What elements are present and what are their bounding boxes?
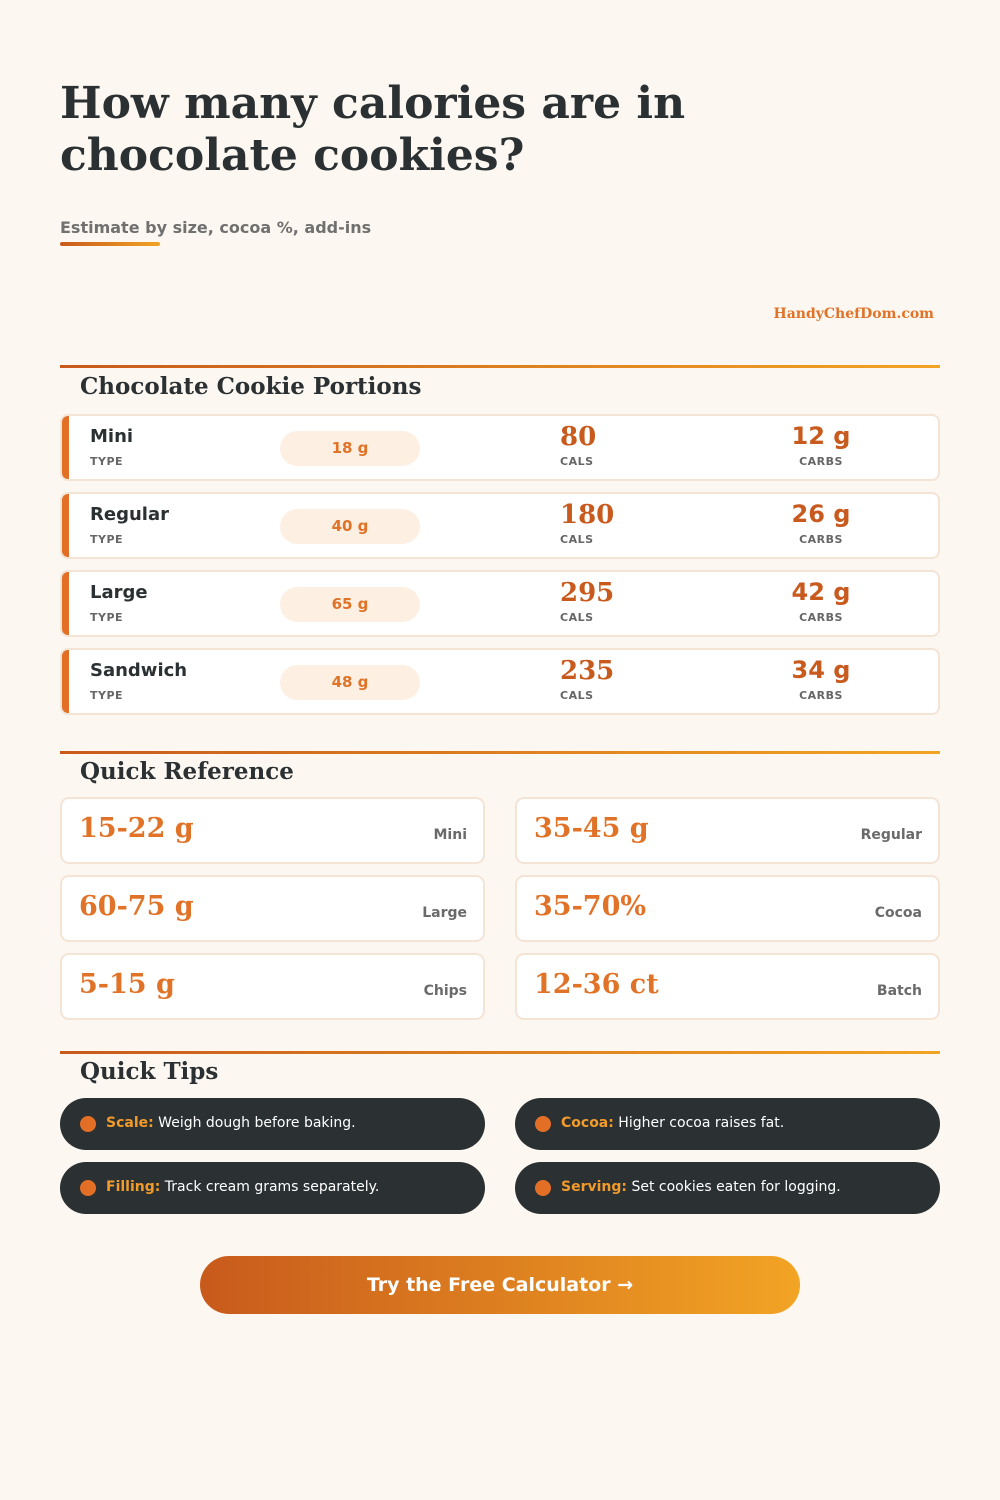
tips-divider bbox=[60, 1051, 940, 1054]
carbs-tag: CARBS bbox=[799, 455, 843, 468]
portion-row-large bbox=[60, 570, 940, 637]
portion-row-mini bbox=[60, 414, 940, 481]
type-tag: TYPE bbox=[90, 455, 124, 468]
reference-card-mini bbox=[60, 797, 485, 864]
type-tag: TYPE bbox=[90, 611, 124, 624]
page-subtitle: Estimate by size, cocoa %, add-ins bbox=[60, 218, 372, 237]
tip-text bbox=[561, 1115, 784, 1131]
brand-link[interactable]: HandyChefDom.com bbox=[773, 306, 934, 322]
portion-cals: 235 bbox=[560, 656, 615, 686]
reference-card-large bbox=[60, 875, 485, 942]
bullet-dot-icon bbox=[535, 1116, 551, 1132]
reference-card-batch bbox=[515, 953, 940, 1020]
bullet-dot-icon bbox=[80, 1180, 96, 1196]
portion-cals: 180 bbox=[560, 500, 615, 530]
reference-card-regular bbox=[515, 797, 940, 864]
reference-value: 15-22 g bbox=[79, 813, 194, 844]
portion-cals: 295 bbox=[560, 578, 615, 608]
carbs-tag: CARBS bbox=[799, 689, 843, 702]
cals-tag: CALS bbox=[560, 689, 594, 702]
portion-weight-pill: 65 g bbox=[280, 587, 420, 622]
carbs-tag: CARBS bbox=[799, 611, 843, 624]
carbs-tag: CARBS bbox=[799, 533, 843, 546]
tip-body: Track cream grams separately. bbox=[160, 1179, 380, 1195]
reference-value: 35-70% bbox=[534, 891, 647, 922]
portions-list bbox=[60, 414, 940, 726]
tip-cocoa bbox=[515, 1098, 940, 1150]
reference-label: Cocoa bbox=[874, 905, 922, 921]
portion-weight-pill: 18 g bbox=[280, 431, 420, 466]
tip-scale bbox=[60, 1098, 485, 1150]
portion-weight-pill: 48 g bbox=[280, 665, 420, 700]
reference-label: Chips bbox=[423, 983, 467, 999]
tip-body: Weigh dough before baking. bbox=[153, 1115, 356, 1131]
try-calculator-button[interactable]: Try the Free Calculator → bbox=[200, 1256, 800, 1314]
reference-title: Quick Reference bbox=[80, 758, 294, 785]
portion-carbs: 12 g bbox=[791, 422, 851, 450]
reference-label: Mini bbox=[433, 827, 467, 843]
tip-text bbox=[106, 1179, 379, 1195]
tip-serving bbox=[515, 1162, 940, 1214]
cals-tag: CALS bbox=[560, 611, 594, 624]
portion-row-regular bbox=[60, 492, 940, 559]
tip-filling bbox=[60, 1162, 485, 1214]
tip-text bbox=[561, 1179, 841, 1195]
reference-label: Regular bbox=[860, 827, 922, 843]
row-accent bbox=[62, 494, 69, 557]
portion-cals: 80 bbox=[560, 422, 597, 452]
portion-name: Regular bbox=[90, 504, 169, 525]
reference-value: 12-36 ct bbox=[534, 969, 659, 1000]
reference-value: 5-15 g bbox=[79, 969, 175, 1000]
tip-key: Scale: bbox=[106, 1115, 154, 1131]
page-title: How many calories are in chocolate cookies? bbox=[60, 78, 686, 181]
portion-carbs: 26 g bbox=[791, 500, 851, 528]
row-accent bbox=[62, 416, 69, 479]
tip-key: Filling: bbox=[106, 1179, 161, 1195]
portion-name: Sandwich bbox=[90, 660, 188, 681]
reference-value: 60-75 g bbox=[79, 891, 194, 922]
row-accent bbox=[62, 650, 69, 713]
cals-tag: CALS bbox=[560, 455, 594, 468]
portion-name: Large bbox=[90, 582, 148, 603]
cals-tag: CALS bbox=[560, 533, 594, 546]
type-tag: TYPE bbox=[90, 689, 124, 702]
subtitle-underline bbox=[60, 242, 160, 246]
portion-carbs: 42 g bbox=[791, 578, 851, 606]
reference-value: 35-45 g bbox=[534, 813, 649, 844]
tip-key: Cocoa: bbox=[561, 1115, 614, 1131]
reference-card-chips bbox=[60, 953, 485, 1020]
reference-card-cocoa bbox=[515, 875, 940, 942]
portion-weight-pill: 40 g bbox=[280, 509, 420, 544]
reference-label: Large bbox=[422, 905, 467, 921]
bullet-dot-icon bbox=[535, 1180, 551, 1196]
bullet-dot-icon bbox=[80, 1116, 96, 1132]
reference-divider bbox=[60, 751, 940, 754]
portions-title: Chocolate Cookie Portions bbox=[80, 373, 422, 400]
tip-text bbox=[106, 1115, 356, 1131]
tip-body: Set cookies eaten for logging. bbox=[627, 1179, 841, 1195]
tip-body: Higher cocoa raises fat. bbox=[613, 1115, 785, 1131]
tips-title: Quick Tips bbox=[80, 1058, 219, 1085]
reference-label: Batch bbox=[876, 983, 922, 999]
row-accent bbox=[62, 572, 69, 635]
portions-divider bbox=[60, 365, 940, 368]
portion-row-sandwich bbox=[60, 648, 940, 715]
tip-key: Serving: bbox=[561, 1179, 627, 1195]
type-tag: TYPE bbox=[90, 533, 124, 546]
portion-carbs: 34 g bbox=[791, 656, 851, 684]
portion-name: Mini bbox=[90, 426, 134, 447]
